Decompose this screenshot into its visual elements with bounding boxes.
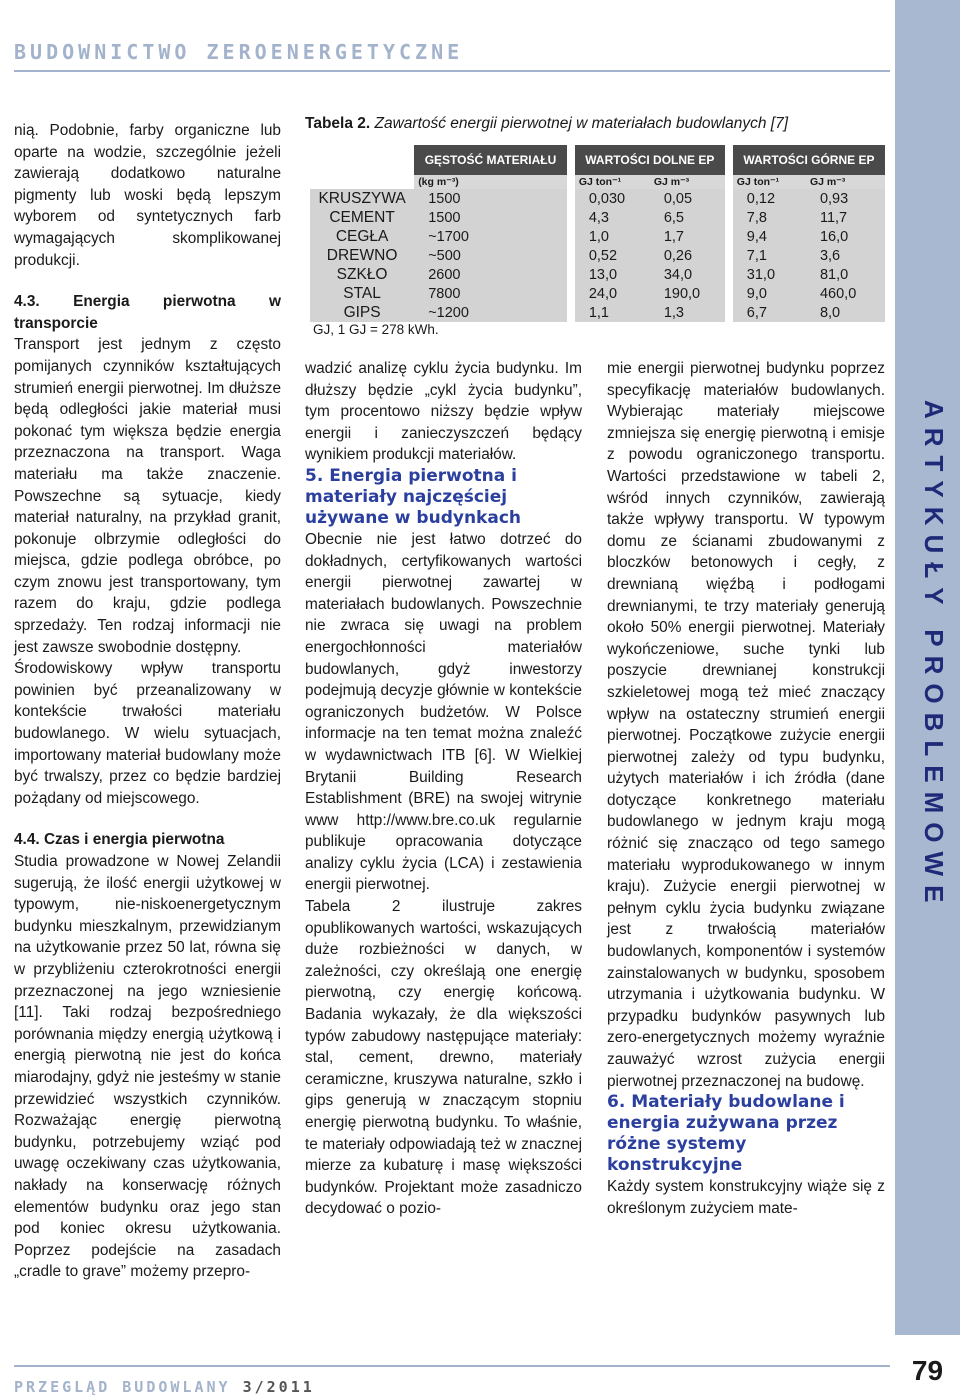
table-row: [310, 208, 885, 227]
low-m3-cell: 6,5: [650, 208, 725, 227]
table-unit: GJ ton⁻¹: [733, 175, 806, 189]
section-5-title: 5. Energia pierwotna i materiały najczęściej używane w budynkach: [305, 465, 522, 528]
table-unit: GJ m⁻³: [806, 175, 885, 189]
table-header-low: WARTOŚCI DOLNE EP: [575, 145, 725, 175]
table-row: [310, 265, 885, 284]
density-cell: 1500: [414, 189, 567, 208]
low-ton-cell: 1,0: [575, 227, 650, 246]
col1-paragraph-3: Środowiskowy wpływ transportu powinien być przeanalizowany w kontekście trwałości materiału budowlanego. W wielu sytuacjach, importowany materiał budowlany może być trwalszy, przez co będzie bardziej pożądany od miejscowego.: [14, 660, 281, 807]
density-cell: 1500: [414, 208, 567, 227]
table-unit: GJ m⁻³: [650, 175, 725, 189]
table-caption-number: Tabela 2.: [305, 115, 371, 132]
table-unit: GJ ton⁻¹: [575, 175, 650, 189]
section-6-title: 6. Materiały budowlane i energia zużywana przez różne systemy konstrukcyjne: [607, 1092, 845, 1176]
footer-issue: 3/2011: [242, 1378, 315, 1396]
low-ton-cell: 1,1: [575, 303, 650, 322]
high-ton-cell: 0,12: [733, 189, 806, 208]
high-m3-cell: 81,0: [806, 265, 885, 284]
table-header-high: WARTOŚCI GÓRNE EP: [733, 145, 885, 175]
high-m3-cell: 11,7: [806, 208, 885, 227]
energy-table: [310, 145, 885, 322]
low-m3-cell: 0,26: [650, 246, 725, 265]
low-ton-cell: 0,030: [575, 189, 650, 208]
low-m3-cell: 34,0: [650, 265, 725, 284]
sidebar-label: ARTYKUŁY PROBLEMOWE: [919, 400, 949, 912]
material-cell: STAL: [310, 284, 414, 303]
low-ton-cell: 13,0: [575, 265, 650, 284]
table-row: [310, 284, 885, 303]
high-ton-cell: 7,1: [733, 246, 806, 265]
low-m3-cell: 0,05: [650, 189, 725, 208]
high-m3-cell: 8,0: [806, 303, 885, 322]
header-rule: [14, 70, 890, 72]
high-m3-cell: 16,0: [806, 227, 885, 246]
col2-paragraph-1: wadzić analizę cyklu życia budynku. Im dłuższy będzie „cykl życia budynku”, tym procentowo niższy będzie wpływ energii i zanieczyszczeń będący wynikiem produkcji materiałów.: [305, 360, 582, 464]
col3-paragraph-2: Każdy system konstrukcyjny wiąże się z określonym zużyciem mate-: [607, 1178, 885, 1217]
material-cell: GIPS: [310, 303, 414, 322]
low-ton-cell: 24,0: [575, 284, 650, 303]
section-4-3-body: Transport jest jednym z często pomijanych czynników kształtujących strumień energii pierwotnej. Im dłuższe będą odległości jakie materiał musi pokonać tym większa będzie energia przeznaczona na transport. Waga materiału ma także znaczenie. Powszechne są sytuacje, kiedy materiał naturalny, na przykład granit, pokonuje olbrzymie odległości do miejsca, gdzie podlega obróbce, po czym znowu jest transportowany, tym razem do kraju, gdzie podlega sprzedaży. Ten rodzaj informacji nie jest zawsze swobodnie dostępny.: [14, 336, 281, 656]
section-sidebar: [895, 0, 960, 1335]
low-m3-cell: 1,7: [650, 227, 725, 246]
high-ton-cell: 9,4: [733, 227, 806, 246]
density-cell: ~500: [414, 246, 567, 265]
section-4-4-title: 4.4. Czas i energia pierwotna: [14, 831, 225, 849]
col2-paragraph-3: Tabela 2 ilustruje zakres opublikowanych wartości, wskazujących duże rozbieżności w danych, w zależności, czy określają one energię pierwotną, czy energię końcową. Badania wykazały, że dla większości typów zabudowy następujące materiały: stal, cement, drewno, materiały ceramiczne, kruszywa naturalne, szkło i gips generują w znaczącym stopniu energię pierwotną budynku. To właśnie, te materiały odpowiadają też w znacznej mierze za kubaturę i masę większości budynków. Projektant może zasadniczo decydować o pozio-: [305, 898, 582, 1218]
high-m3-cell: 3,6: [806, 246, 885, 265]
high-ton-cell: 9,0: [733, 284, 806, 303]
table-row: [310, 303, 885, 322]
table-header-density: GĘSTOŚĆ MATERIAŁU: [414, 145, 567, 175]
density-cell: ~1200: [414, 303, 567, 322]
material-cell: KRUSZYWA: [310, 189, 414, 208]
col3-paragraph-1: mie energii pierwotnej budynku poprzez specyfikację materiałów budowlanych. Wybierając materiały miejscowe zmniejsza się energię pierwotną i emisje z powodu ograniczonego transportu. Wartości przedstawione w tabeli 2, wśród innych czynników, zawierają także wpływy transportu. W typowym domu ze ścianami zbudowanymi z bloczków betonowych i cegły, z drewnianą więźbą i podłogami drewnianymi, te trzy materiały generują około 50% energii pierwotnej. Materiały wykończeniowe, suche tynki lub poszycie drewnianej konstrukcji szkieletowej mogą też mieć znaczący wpływ na ostateczny strumień energii pierwotnej. Początkowe zużycie energii pierwotnej zależy od typu budynku, użytych materiałów i ich źródła (dane dotyczące konkretnego materiału budowlanego w jednym kraju mogą różnić się znacząco od tego samego materiału wyprodukowanego w innym kraju). Zużycie energii pierwotnej w pełnym cyklu życia budynku związane jest z trwałością materiałów budowlanych, komponentów i systemów zainstalowanych w budynku, sposobem utrzymania i użytkowania budynku. W przypadku budynków pasywnych lub zero-energetycznych możemy wyraźnie zauważyć wzrost zużycia energii pierwotnej przeznaczonej na budowę.: [607, 360, 885, 1090]
low-ton-cell: 4,3: [575, 208, 650, 227]
table-group-header-row: [310, 145, 885, 175]
high-m3-cell: 0,93: [806, 189, 885, 208]
table-row: [310, 227, 885, 246]
density-cell: 7800: [414, 284, 567, 303]
page-number: 79: [911, 1355, 944, 1386]
table-row: [310, 246, 885, 265]
col2-paragraph-2: Obecnie nie jest łatwo dotrzeć do dokładnych, certyfikowanych wartości energii pierwotnej zawartej w materiałach budowlanych. Powszechnie nie zwraca się uwagi na problem energochłonności materiałów budowlanych, gdyż inwestorzy podejmują decyzje głównie w kontekście ograniczonych budżetów. W Polsce informacje na ten temat można znaleźć w wydawnictwach ITB [6]. W Wielkiej Brytanii Building Research Establishment (BRE) na swojej witrynie www http://www.bre.co.uk regularnie publikuje opracowania dotyczące analizy cyklu życia (LCA) i zestawienia energii pierwotnej.: [305, 530, 582, 894]
high-ton-cell: 7,8: [733, 208, 806, 227]
high-ton-cell: 6,7: [733, 303, 806, 322]
low-ton-cell: 0,52: [575, 246, 650, 265]
section-4-3-title: 4.3. Energia pierwotna w transporcie: [14, 293, 281, 332]
material-cell: CEGŁA: [310, 227, 414, 246]
density-cell: 2600: [414, 265, 567, 284]
table-note: GJ, 1 GJ = 278 kWh.: [313, 322, 439, 337]
footer: [14, 1378, 315, 1396]
column-1: [14, 120, 281, 1283]
table-unit-header-row: [310, 175, 885, 189]
table-unit: (kg m⁻³): [414, 175, 567, 189]
column-3: [607, 358, 885, 1219]
table-caption-text: Zawartość energii pierwotnej w materiałach budowlanych [7]: [374, 115, 789, 132]
header-title: BUDOWNICTWO ZEROENERGETYCZNE: [14, 40, 464, 64]
section-4-4-body: Studia prowadzone w Nowej Zelandii sugerują, że ilość energii użytkowej w typowym, nie-niskoenergetycznym budynku mieszkalnym, przewidzianym na użytkowanie przez 50 lat, równa się w przybliżeniu czterokrotności energii przeznaczonej na jego wzniesienie [11]. Taki rodzaj bezpośredniego porównania między energią użytkową i energią pierwotną nie jest do końca miarodajny, gdyż nie jesteśmy w stanie przewidzieć wszystkich czynników. Rozważając energię pierwotną budynku, potrzebujemy wziąć pod uwagę oczekiwany czas użytkowania, nakłady na konserwację różnych elementów budynku oraz jego stan pod koniec okresu użytkowania. Poprzez podejście na zasadach „cradle to grave” możemy przepro-: [14, 853, 281, 1281]
high-ton-cell: 31,0: [733, 265, 806, 284]
footer-rule: [14, 1365, 890, 1367]
high-m3-cell: 460,0: [806, 284, 885, 303]
table-row: [310, 189, 885, 208]
material-cell: DREWNO: [310, 246, 414, 265]
col1-paragraph-1: nią. Podobnie, farby organiczne lub oparte na wodzie, szczególnie jeżeli zawierają dodatkowo naturalne pigmenty lub woski będą lepszym wyborem od syntetycznych farb wymagających skomplikowanej produkcji.: [14, 122, 281, 269]
low-m3-cell: 190,0: [650, 284, 725, 303]
column-2: [305, 358, 582, 1220]
low-m3-cell: 1,3: [650, 303, 725, 322]
material-cell: SZKŁO: [310, 265, 414, 284]
density-cell: ~1700: [414, 227, 567, 246]
footer-journal: PRZEGLĄD BUDOWLANY: [14, 1378, 231, 1396]
material-cell: CEMENT: [310, 208, 414, 227]
table-caption: [305, 115, 895, 133]
